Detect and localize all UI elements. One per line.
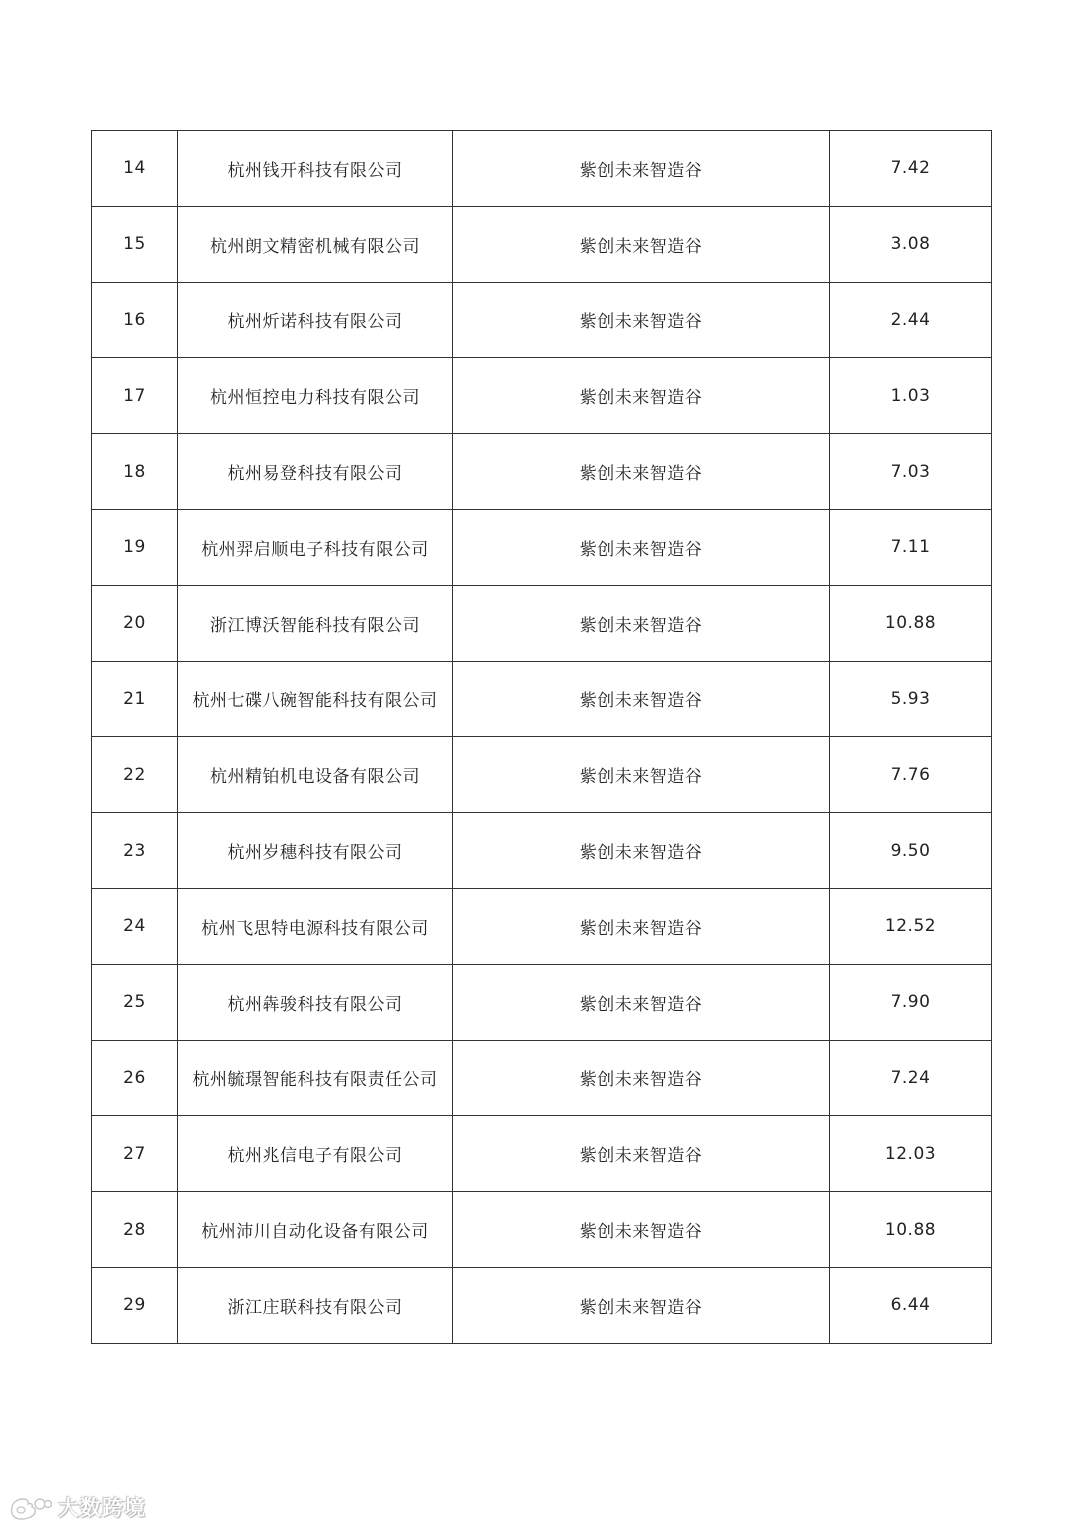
company-name-cell: 杭州钱开科技有限公司 <box>178 131 453 207</box>
table-row <box>92 1267 992 1343</box>
park-name-cell: 紫创未来智造谷 <box>453 888 830 964</box>
row-number-cell: 20 <box>92 585 178 661</box>
value-cell: 1.03 <box>830 358 992 434</box>
company-name-cell: 浙江博沃智能科技有限公司 <box>178 585 453 661</box>
company-name-cell: 浙江庄联科技有限公司 <box>178 1267 453 1343</box>
table-row <box>92 585 992 661</box>
value-cell: 7.42 <box>830 131 992 207</box>
row-number-cell: 29 <box>92 1267 178 1343</box>
company-table <box>91 130 992 1344</box>
row-number-cell: 15 <box>92 206 178 282</box>
table-row <box>92 964 992 1040</box>
table-row <box>92 888 992 964</box>
park-name-cell: 紫创未来智造谷 <box>453 1267 830 1343</box>
watermark-text: 大数跨境 <box>58 1496 146 1520</box>
row-number-cell: 21 <box>92 661 178 737</box>
company-name-cell: 杭州飞思特电源科技有限公司 <box>178 888 453 964</box>
row-number-cell: 14 <box>92 131 178 207</box>
row-number-cell: 24 <box>92 888 178 964</box>
value-cell: 7.24 <box>830 1040 992 1116</box>
table-row <box>92 1116 992 1192</box>
company-name-cell: 杭州兆信电子有限公司 <box>178 1116 453 1192</box>
row-number-cell: 17 <box>92 358 178 434</box>
park-name-cell: 紫创未来智造谷 <box>453 434 830 510</box>
company-name-cell: 杭州毓璟智能科技有限责任公司 <box>178 1040 453 1116</box>
park-name-cell: 紫创未来智造谷 <box>453 1192 830 1268</box>
park-name-cell: 紫创未来智造谷 <box>453 661 830 737</box>
company-name-cell: 杭州沛川自动化设备有限公司 <box>178 1192 453 1268</box>
row-number-cell: 28 <box>92 1192 178 1268</box>
company-name-cell: 杭州犇骏科技有限公司 <box>178 964 453 1040</box>
table-row <box>92 131 992 207</box>
row-number-cell: 22 <box>92 737 178 813</box>
park-name-cell: 紫创未来智造谷 <box>453 358 830 434</box>
table-row <box>92 1040 992 1116</box>
row-number-cell: 18 <box>92 434 178 510</box>
weibo-logo-icon <box>6 1494 52 1520</box>
table-row <box>92 737 992 813</box>
value-cell: 3.08 <box>830 206 992 282</box>
table-row <box>92 206 992 282</box>
park-name-cell: 紫创未来智造谷 <box>453 1040 830 1116</box>
value-cell: 2.44 <box>830 282 992 358</box>
value-cell: 7.11 <box>830 509 992 585</box>
company-name-cell: 杭州岁穗科技有限公司 <box>178 813 453 889</box>
value-cell: 12.03 <box>830 1116 992 1192</box>
row-number-cell: 16 <box>92 282 178 358</box>
table-row <box>92 434 992 510</box>
park-name-cell: 紫创未来智造谷 <box>453 737 830 813</box>
park-name-cell: 紫创未来智造谷 <box>453 509 830 585</box>
row-number-cell: 19 <box>92 509 178 585</box>
park-name-cell: 紫创未来智造谷 <box>453 131 830 207</box>
park-name-cell: 紫创未来智造谷 <box>453 585 830 661</box>
company-name-cell: 杭州七碟八碗智能科技有限公司 <box>178 661 453 737</box>
row-number-cell: 25 <box>92 964 178 1040</box>
table-body <box>92 131 992 1344</box>
row-number-cell: 26 <box>92 1040 178 1116</box>
company-name-cell: 杭州朗文精密机械有限公司 <box>178 206 453 282</box>
value-cell: 9.50 <box>830 813 992 889</box>
value-cell: 7.76 <box>830 737 992 813</box>
park-name-cell: 紫创未来智造谷 <box>453 813 830 889</box>
value-cell: 7.90 <box>830 964 992 1040</box>
park-name-cell: 紫创未来智造谷 <box>453 1116 830 1192</box>
company-name-cell: 杭州恒控电力科技有限公司 <box>178 358 453 434</box>
company-name-cell: 杭州炘诺科技有限公司 <box>178 282 453 358</box>
table-row <box>92 813 992 889</box>
watermark <box>6 1490 146 1524</box>
value-cell: 5.93 <box>830 661 992 737</box>
value-cell: 12.52 <box>830 888 992 964</box>
value-cell: 10.88 <box>830 1192 992 1268</box>
value-cell: 6.44 <box>830 1267 992 1343</box>
table-row <box>92 509 992 585</box>
table-row <box>92 358 992 434</box>
value-cell: 7.03 <box>830 434 992 510</box>
company-name-cell: 杭州易登科技有限公司 <box>178 434 453 510</box>
row-number-cell: 23 <box>92 813 178 889</box>
company-name-cell: 杭州羿启顺电子科技有限公司 <box>178 509 453 585</box>
company-name-cell: 杭州精铂机电设备有限公司 <box>178 737 453 813</box>
row-number-cell: 27 <box>92 1116 178 1192</box>
table-row <box>92 661 992 737</box>
value-cell: 10.88 <box>830 585 992 661</box>
park-name-cell: 紫创未来智造谷 <box>453 282 830 358</box>
table-row <box>92 1192 992 1268</box>
park-name-cell: 紫创未来智造谷 <box>453 206 830 282</box>
park-name-cell: 紫创未来智造谷 <box>453 964 830 1040</box>
table-row <box>92 282 992 358</box>
